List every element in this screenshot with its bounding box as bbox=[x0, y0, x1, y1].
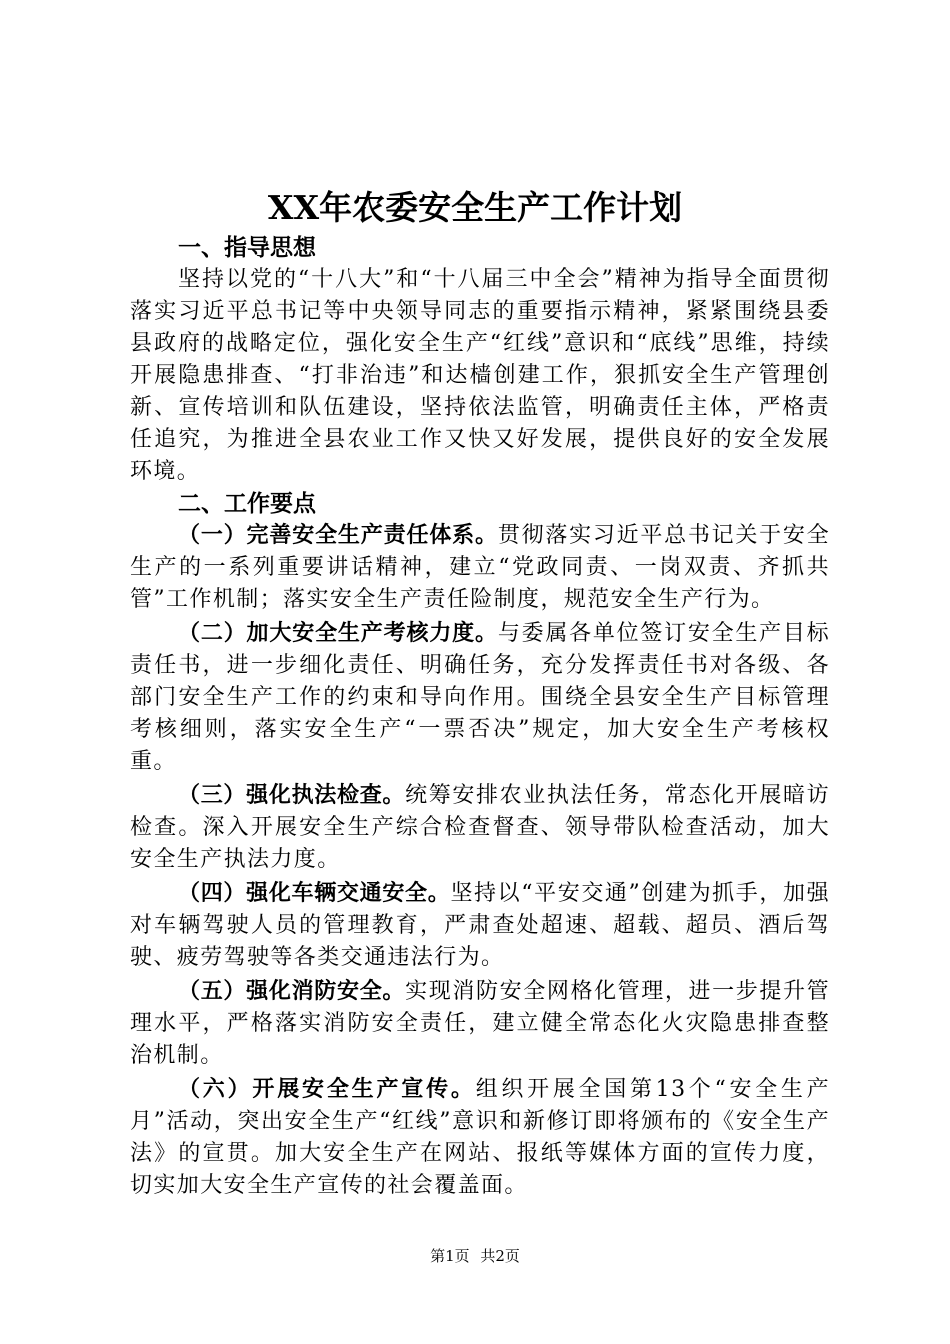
work-point-label: （三）强化执法检查。 bbox=[178, 783, 406, 808]
work-point-text: 组织开展全国第13个“安全生产月”活动，突出安全生产“红线”意识和新修订即将颁布的《安全生产法》的宣贯。加大安全生产在网站、报纸等媒体方面的宣传力度，切实加大安全生产宣传的社会覆盖面。 bbox=[130, 1077, 830, 1198]
work-point-text: 统筹安排农业执法任务，常态化开展暗访检查。深入开展安全生产综合检查督查、领导带队检查活动，加大安全生产执法力度。 bbox=[130, 783, 830, 872]
work-point-item bbox=[130, 1074, 830, 1202]
section-heading-guiding-ideology: 一、指导思想 bbox=[178, 235, 316, 261]
page-number: 第1页 bbox=[430, 1247, 470, 1265]
work-point-text: 贯彻落实习近平总书记关于安全生产的一系列重要讲话精神，建立“党政同责、一岗双责、齐抓共管”工作机制；落实安全生产责任险制度，规范安全生产行为。 bbox=[130, 523, 830, 612]
work-point-text: 实现消防安全网格化管理，进一步提升管理水平，严格落实消防安全责任，建立健全常态化火灾隐患排查整治机制。 bbox=[130, 979, 830, 1068]
guiding-ideology-paragraph: 坚持以党的“十八大”和“十八届三中全会”精神为指导全面贯彻落实习近平总书记等中央领导同志的重要指示精神，紧紧围绕县委县政府的战略定位，强化安全生产“红线”意识和“底线”思维，持续开展隐患排查、“打非治违”和达樯创建工作，狠抓安全生产管理创新、宣传培训和队伍建设，坚持依法监管，明确责任主体，严格责任追究，为推进全县农业工作又快又好发展，提供良好的安全发展环境。 bbox=[130, 267, 830, 484]
work-point-item bbox=[130, 878, 830, 974]
work-point-label: （四）强化车辆交通安全。 bbox=[178, 881, 451, 906]
work-point-label: （六）开展安全生产宣传。 bbox=[178, 1077, 476, 1102]
work-point-item bbox=[130, 520, 830, 616]
work-point-item bbox=[130, 618, 830, 778]
document-body bbox=[130, 232, 830, 1202]
work-point-label: （二）加大安全生产考核力度。 bbox=[178, 621, 498, 646]
work-point-label: （一）完善安全生产责任体系。 bbox=[178, 523, 498, 548]
work-point-label: （五）强化消防安全。 bbox=[178, 979, 406, 1004]
work-point-text: 坚持以“平安交通”创建为抓手，加强对车辆驾驶人员的管理教育，严肃查处超速、超载、超员、酒后驾驶、疲劳驾驶等各类交通违法行为。 bbox=[130, 881, 830, 970]
work-point-text: 与委属各单位签订安全生产目标责任书，进一步细化责任、明确任务，充分发挥责任书对各级、各部门安全生产工作的约束和导向作用。围绕全县安全生产目标管理考核细则，落实安全生产“一票否决”规定，加大安全生产考核权重。 bbox=[130, 621, 830, 774]
work-point-item bbox=[130, 780, 830, 876]
section-heading-work-points: 二、工作要点 bbox=[178, 491, 316, 517]
page-footer bbox=[0, 1246, 950, 1266]
document-title: XX年农委安全生产工作计划 bbox=[267, 188, 683, 227]
page-total: 共2页 bbox=[480, 1247, 520, 1265]
work-point-item bbox=[130, 976, 830, 1072]
